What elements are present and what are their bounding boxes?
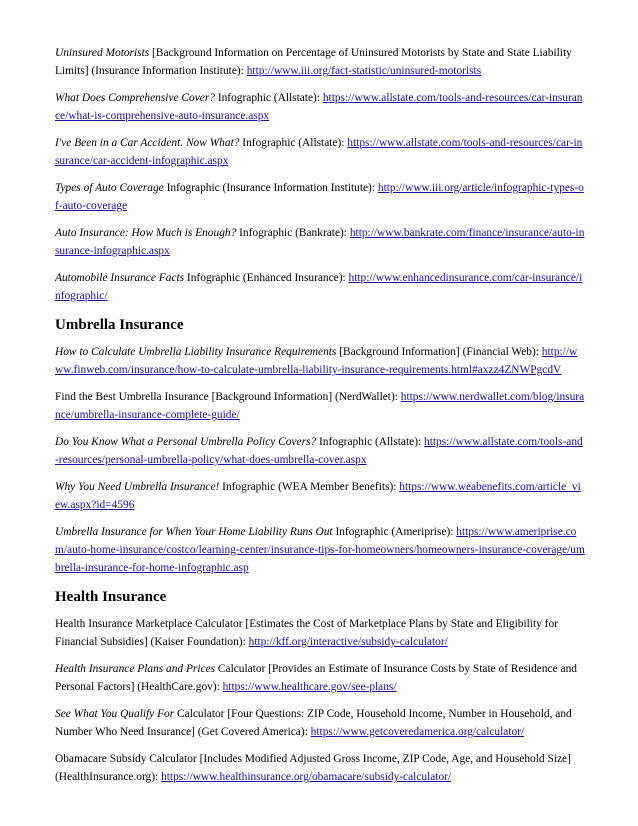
entry-description: [Background Information on Percentage of Uninsured Motorists by State and State Liability Limits] (Insurance Information Institute): — [55, 47, 572, 77]
entry-title: Why You Need Umbrella Insurance! — [55, 481, 220, 493]
entry-title: I've Been in a Car Accident. Now What? — [55, 137, 240, 149]
entry-title: See What You Qualify For — [55, 708, 175, 720]
entry-title: What Does Comprehensive Cover? — [55, 92, 215, 104]
entry-link[interactable]: http://www.iii.org/fact-statistic/uninsured-motorists — [246, 65, 482, 77]
resource-entry — [55, 433, 585, 469]
entry-link[interactable]: https://www.allstate.com/tools-and-resources/personal-umbrella-policy/what-does-umbrella-cover.aspx — [55, 436, 583, 466]
entry-title: Automobile Insurance Facts — [55, 272, 185, 284]
section-heading: Umbrella Insurance — [55, 317, 184, 333]
entry-link[interactable]: https://www.weabenefits.com/article_view.aspx?id=4596 — [55, 481, 581, 511]
entry-link[interactable]: http://www.finweb.com/insurance/how-to-calculate-umbrella-liability-insurance-requirements.html#axzz4ZNWPgcdV — [55, 346, 578, 376]
section-heading: Health Insurance — [55, 589, 167, 605]
entry-title: Umbrella Insurance for When Your Home Liability Runs Out — [55, 526, 333, 538]
entry-title: Obamacare Subsidy Calculator — [55, 753, 197, 765]
entry-link[interactable]: https://www.healthcare.gov/see-plans/ — [222, 681, 397, 693]
health-insurance-section — [55, 588, 585, 786]
resource-entry — [55, 615, 585, 651]
entry-description: [Estimates the Cost of Marketplace Plans by State and Eligibility for Financial Subsidies] (Kaiser Foundation): — [55, 618, 558, 648]
resource-entry — [55, 224, 585, 260]
entry-link[interactable]: https://www.allstate.com/tools-and-resources/car-insurance/car-accident-infographic.aspx — [55, 137, 583, 167]
entry-description: Infographic (Allstate): — [239, 137, 348, 149]
entry-link[interactable]: https://www.ameriprise.com/auto-home-insurance/costco/learning-center/insurance-tips-for-homeowners/homeowners-insurance-coverage/umbrella-insurance-for-home-infographic.asp — [55, 526, 585, 574]
entry-link[interactable]: https://www.healthinsurance.org/obamacare/subsidy-calculator/ — [161, 771, 452, 783]
entry-title: Do You Know What a Personal Umbrella Policy Covers? — [55, 436, 317, 448]
resource-entry — [55, 343, 585, 379]
entry-title: Find the Best Umbrella Insurance — [55, 391, 209, 403]
resource-entry — [55, 523, 585, 577]
umbrella-insurance-section — [55, 316, 585, 577]
entry-description: Calculator [Four Questions: ZIP Code, Household Income, Number in Household, and Number Who Need Insurance] (Get Covered America): — [55, 708, 572, 738]
entry-link[interactable]: http://www.enhancedinsurance.com/car-insurance/infographic/ — [55, 272, 583, 302]
entry-link[interactable]: https://www.nerdwallet.com/blog/insurance/umbrella-insurance-complete-guide/ — [55, 391, 585, 421]
entry-link[interactable]: http://www.iii.org/article/infographic-types-of-auto-coverage — [55, 182, 584, 212]
entry-link[interactable]: https://www.allstate.com/tools-and-resources/car-insurance/what-is-comprehensive-auto-insurance.aspx — [55, 92, 583, 122]
auto-section — [55, 44, 585, 305]
entry-link[interactable]: http://www.bankrate.com/finance/insurance/auto-insurance-infographic.aspx — [55, 227, 585, 257]
entry-title: Auto Insurance: How Much is Enough? — [55, 227, 237, 239]
entry-link[interactable]: https://www.getcoveredamerica.org/calculator/ — [310, 726, 525, 738]
entry-description: [Includes Modified Adjusted Gross Income, ZIP Code, Age, and Household Size] (HealthInsurance.org): — [55, 753, 571, 783]
entry-description: [Background Information] (NerdWallet): — [208, 391, 401, 403]
entry-description: Infographic (Insurance Information Institute): — [163, 182, 378, 194]
entry-description: Calculator [Provides an Estimate of Insurance Costs by State of Residence and Personal Factors] (HealthCare.gov): — [55, 663, 577, 693]
entry-title: Health Insurance Marketplace Calculator — [55, 618, 243, 630]
entry-description: Infographic (WEA Member Benefits): — [219, 481, 400, 493]
resource-entry — [55, 750, 585, 786]
entry-title: How to Calculate Umbrella Liability Insurance Requirements — [55, 346, 337, 358]
resource-entry — [55, 478, 585, 514]
entry-description: Infographic (Ameriprise): — [332, 526, 457, 538]
resource-entry — [55, 269, 585, 305]
document-page — [55, 44, 585, 795]
entry-description: Infographic (Allstate): — [316, 436, 424, 448]
resource-entry — [55, 660, 585, 696]
resource-entry — [55, 89, 585, 125]
resource-entry — [55, 134, 585, 170]
entry-description: [Background Information] (Financial Web): — [336, 346, 542, 358]
entry-description: Infographic (Enhanced Insurance): — [184, 272, 349, 284]
entry-description: Infographic (Bankrate): — [236, 227, 350, 239]
entry-description: Infographic (Allstate): — [214, 92, 323, 104]
entry-title: Uninsured Motorists — [55, 47, 150, 59]
entry-link[interactable]: http://kff.org/interactive/subsidy-calculator/ — [248, 636, 448, 648]
resource-entry — [55, 705, 585, 741]
resource-entry — [55, 388, 585, 424]
entry-title: Types of Auto Coverage — [55, 182, 164, 194]
resource-entry — [55, 179, 585, 215]
resource-entry — [55, 44, 585, 80]
entry-title: Health Insurance Plans and Prices — [55, 663, 216, 675]
